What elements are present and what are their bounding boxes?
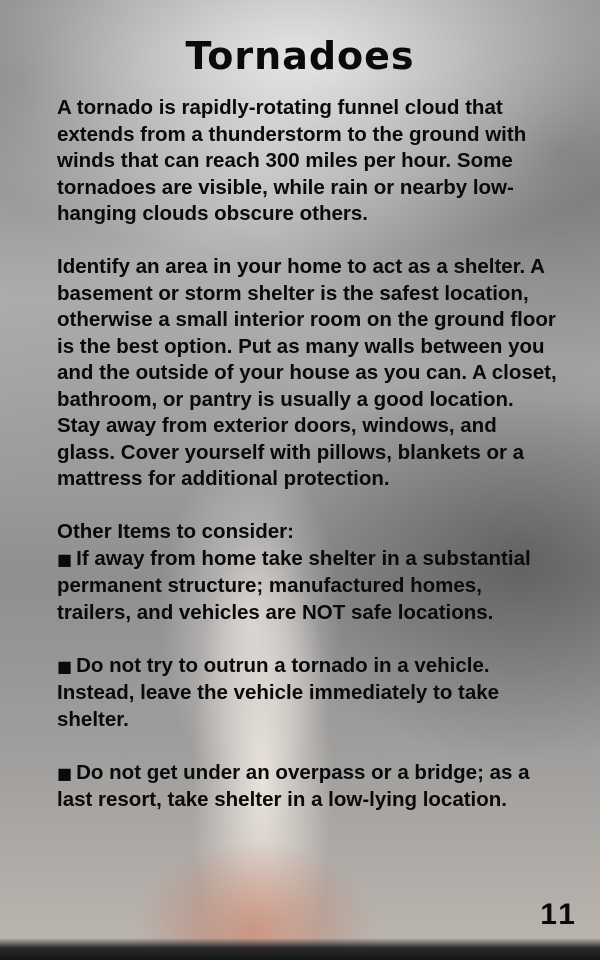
page-title: Tornadoes (185, 34, 415, 78)
intro-paragraph: A tornado is rapidly-rotating funnel cloud that extends from a thunderstorm to the ground with winds that can reach 300 miles per hour. Some tornadoes are visible, while rain or nearby low-hanging clouds obscure others. (57, 96, 527, 225)
bullet-item (57, 546, 557, 627)
page-number: 11 (540, 898, 578, 931)
horizon-ground (0, 938, 600, 960)
bullet-square-icon: ■ (57, 549, 73, 569)
bullet-item (57, 653, 557, 734)
bullet-text: Do not get under an overpass or a bridge; as a last resort, take shelter in a low-lying location. (57, 760, 530, 811)
shelter-paragraph: Identify an area in your home to act as a shelter. A basement or storm shelter is the safest location, otherwise a small interior room on the ground floor is the best option. Put as many walls between you and the outside of your house as you can. A closet, bathroom, or pantry is usually a good location. Stay away from exterior doors, windows, and glass. Cover yourself with pillows, blankets or a mattress for additional protection. (57, 255, 557, 490)
body-text (57, 95, 557, 814)
bullet-text: If away from home take shelter in a substantial permanent structure; manufactured homes, trailers, and vehicles are NOT safe locations. (57, 546, 531, 624)
other-items-heading: Other Items to consider: (57, 520, 294, 543)
bullet-square-icon: ■ (57, 763, 73, 783)
bullet-square-icon: ■ (57, 656, 73, 676)
bullet-item (57, 760, 557, 814)
bullet-text: Do not try to outrun a tornado in a vehicle. Instead, leave the vehicle immediately to take shelter. (57, 653, 500, 731)
